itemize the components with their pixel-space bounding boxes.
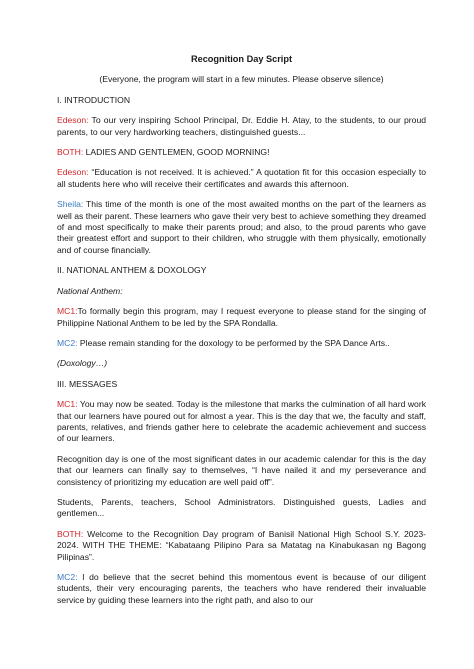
speaker-label: MC1: xyxy=(57,399,78,410)
paragraph-text: This time of the month is one of the most awaited months on the part of the learners as well as their parent. These learners who gave their very best to achieve something they dreamed of and most specifically to make their parents proud; and also, to the proud parents who gave their greatest effort and support to their children, who struggle with them physically, emotionally and of course financially. xyxy=(57,199,426,255)
stage-direction: National Anthem: xyxy=(57,285,123,296)
paragraph-text: LADIES AND GENTLEMEN, GOOD MORNING! xyxy=(83,147,270,158)
script-paragraph xyxy=(57,306,426,329)
section-heading: II. NATIONAL ANTHEM & DOXOLOGY xyxy=(57,265,207,276)
script-paragraph xyxy=(57,572,426,606)
speaker-label: MC2: xyxy=(57,337,78,348)
script-paragraph xyxy=(57,338,426,349)
page-subtitle: (Everyone, the program will start in a few minutes. Please observe silence) xyxy=(99,74,384,85)
paragraph-text: To formally begin this program, may I request everyone to please stand for the singing of Philippine National Anthem to be led by the SPA Rondalla. xyxy=(57,306,426,328)
paragraph-text: To our very inspiring School Principal, Dr. Eddie H. Atay, to the students, to our proud parents, to our very hardworking teachers, distinguished guests... xyxy=(57,115,426,137)
script-paragraph xyxy=(57,115,426,138)
page-title: Recognition Day Script xyxy=(190,54,293,64)
script-content xyxy=(57,95,426,606)
paragraph-text: Please remain standing for the doxology to be performed by the SPA Dance Arts.. xyxy=(77,337,390,348)
script-paragraph xyxy=(57,454,426,488)
section-heading: III. MESSAGES xyxy=(57,378,118,389)
speaker-label: BOTH: xyxy=(57,528,84,539)
paragraph-text: I do believe that the secret behind this momentous event is because of our diligent students, their very encouraging parents, the teachers who have rendered their invaluable service by guiding these learners into the right path, and also to our xyxy=(57,572,426,605)
paragraph-text: Students, Parents, teachers, School Administrators. Distinguished guests, Ladies and gentlemen... xyxy=(57,496,426,519)
paragraph-text: You may now be seated. Today is the milestone that marks the culmination of all hard work that our learners have poured out for almost a year. This is the day that we, the faculty and staff, parents, relatives, and friends gather here to celebrate the academic achievement and success of our learners. xyxy=(57,399,426,444)
script-paragraph xyxy=(57,399,426,445)
speaker-label: MC1: xyxy=(57,306,78,317)
stage-direction: (Doxology…) xyxy=(57,358,108,369)
speaker-label: Edeson: xyxy=(57,167,89,178)
section-heading: I. INTRODUCTION xyxy=(57,94,131,105)
paragraph-text: Welcome to the Recognition Day program of Banisil National High School S.Y. 2023-2024. WITH THE THEME: “Kabataang Pilipino Para sa Matatag na Kinabukasan ng Bagong Pilipinas”. xyxy=(57,528,426,562)
script-paragraph xyxy=(57,497,426,520)
paragraph-text: Recognition day is one of the most significant dates in our academic calendar for this is the day that our learners can finally say to themselves, “I have nailed it and my perseverance and consistency of prioritizing my education are well paid off”. xyxy=(57,453,426,487)
paragraph-text: “Education is not received. It is achieved.” A quotation fit for this occasion especially to all students here who will receive their certificates and awards this afternoon. xyxy=(57,167,426,189)
script-paragraph xyxy=(57,199,426,256)
speaker-label: Edeson: xyxy=(57,115,89,126)
script-paragraph xyxy=(57,147,426,158)
speaker-label: Sheila: xyxy=(57,199,84,210)
script-paragraph xyxy=(57,167,426,190)
speaker-label: MC2: xyxy=(57,572,78,582)
speaker-label: BOTH: xyxy=(57,147,84,158)
script-paragraph xyxy=(57,529,426,563)
